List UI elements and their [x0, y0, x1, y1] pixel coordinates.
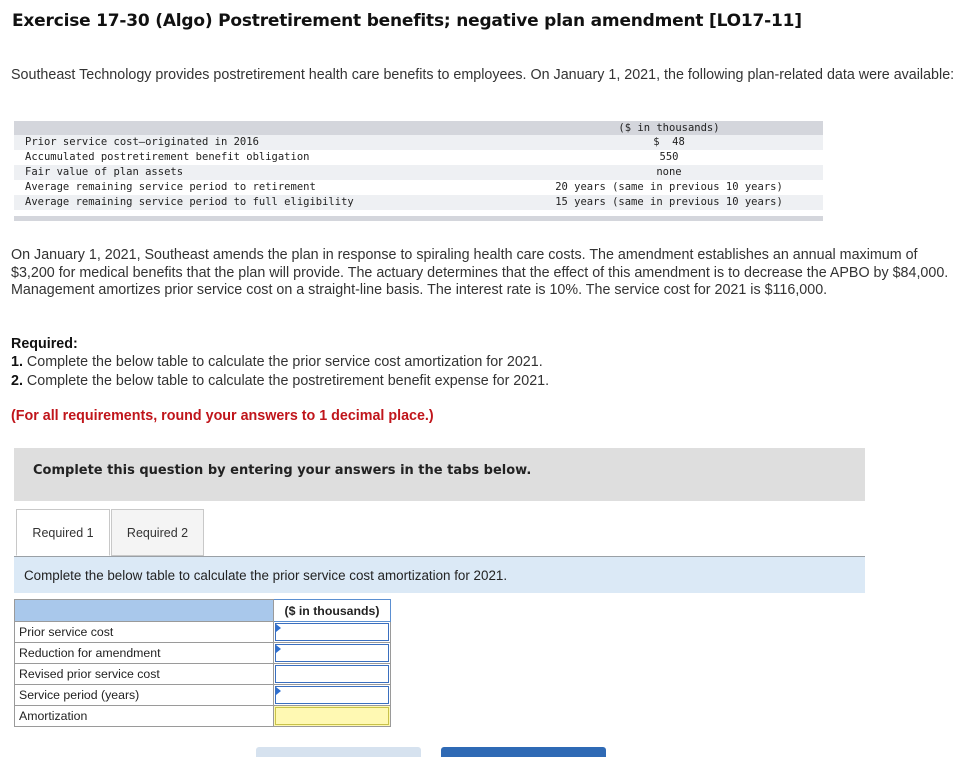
- data-row-value: 15 years (same in previous 10 years): [555, 196, 783, 208]
- row-label: Amortization: [15, 706, 274, 727]
- data-row: [14, 135, 823, 150]
- required-item-1: [11, 354, 543, 370]
- table-row: [15, 685, 391, 706]
- prev-button[interactable]: [256, 747, 421, 757]
- required-item-number: 1.: [11, 354, 23, 370]
- required-item-text: Complete the below table to calculate the postretirement benefit expense for 2021.: [26, 373, 550, 389]
- data-row: [14, 165, 823, 180]
- reduction-input[interactable]: [274, 643, 391, 664]
- input-box[interactable]: [275, 665, 389, 683]
- required-heading: Required:: [11, 336, 78, 352]
- service-period-input[interactable]: [274, 685, 391, 706]
- answer-table-header: [15, 600, 391, 622]
- table-divider: [14, 216, 823, 221]
- data-row-label: Average remaining service period to full eligibility: [25, 196, 354, 208]
- answer-unit-header: ($ in thousands): [274, 600, 391, 622]
- data-row: [14, 150, 823, 165]
- question-panel: [14, 448, 865, 501]
- row-label: Service period (years): [15, 685, 274, 706]
- table-row: [15, 622, 391, 643]
- data-row-label: Fair value of plan assets: [25, 166, 184, 178]
- table-row: [15, 664, 391, 685]
- panel-instruction: Complete this question by entering your answers in the tabs below.: [33, 463, 532, 478]
- table-row: [15, 706, 391, 727]
- data-table-unit-header: ($ in thousands): [618, 122, 720, 134]
- instruction-bar: [14, 557, 865, 593]
- row-label: Reduction for amendment: [15, 643, 274, 664]
- data-row: [14, 195, 823, 210]
- header-blank-cell: [15, 600, 274, 622]
- data-row-value: 20 years (same in previous 10 years): [555, 181, 783, 193]
- flag-icon: [276, 645, 281, 653]
- tab-required-1[interactable]: Required 1: [16, 509, 110, 556]
- input-box[interactable]: [275, 707, 389, 725]
- input-box[interactable]: [275, 623, 389, 641]
- data-row-value: $ 48: [653, 136, 685, 148]
- input-box[interactable]: [275, 686, 389, 704]
- required-item-text: Complete the below table to calculate the prior service cost amortization for 2021.: [26, 354, 543, 370]
- page-title: Exercise 17-30 (Algo) Postretirement benefits; negative plan amendment [LO17-11]: [12, 11, 802, 31]
- table-row: [15, 643, 391, 664]
- plan-data-table: [14, 121, 823, 221]
- required-item-number: 2.: [11, 373, 23, 389]
- data-row-value: none: [656, 166, 682, 178]
- next-button[interactable]: [441, 747, 606, 757]
- data-row-label: Prior service cost—originated in 2016: [25, 136, 259, 148]
- row-label: Prior service cost: [15, 622, 274, 643]
- revised-cost-input[interactable]: [274, 664, 391, 685]
- flag-icon: [276, 687, 281, 695]
- data-row-label: Average remaining service period to retirement: [25, 181, 316, 193]
- data-row-value: 550: [659, 151, 679, 163]
- prior-service-cost-input[interactable]: [274, 622, 391, 643]
- row-label: Revised prior service cost: [15, 664, 274, 685]
- flag-icon: [276, 624, 281, 632]
- instruction-text: Complete the below table to calculate the prior service cost amortization for 2021.: [24, 568, 508, 583]
- tab-required-2[interactable]: Required 2: [111, 509, 204, 556]
- data-row: [14, 180, 823, 195]
- input-box[interactable]: [275, 644, 389, 662]
- data-row-label: Accumulated postretirement benefit obligation: [25, 151, 310, 163]
- required-item-2: [11, 373, 549, 389]
- intro-text: Southeast Technology provides postretirement health care benefits to employees. On January 1, 2021, the following plan-related data were available:: [11, 67, 955, 83]
- amendment-text: On January 1, 2021, Southeast amends the plan in response to spiraling health care costs. The amendment establishes an annual maximum of $3,200 for medical benefits that the plan will provide. The actuary determines that the effect of this amendment is to decrease the APBO by $84,000. Management amortizes prior service cost on a straight-line basis. The interest rate is 10%. The service cost for 2021 is $116,000.: [11, 247, 949, 298]
- answer-table: [14, 599, 391, 727]
- rounding-note: (For all requirements, round your answers to 1 decimal place.): [11, 408, 434, 424]
- amortization-input[interactable]: [274, 706, 391, 727]
